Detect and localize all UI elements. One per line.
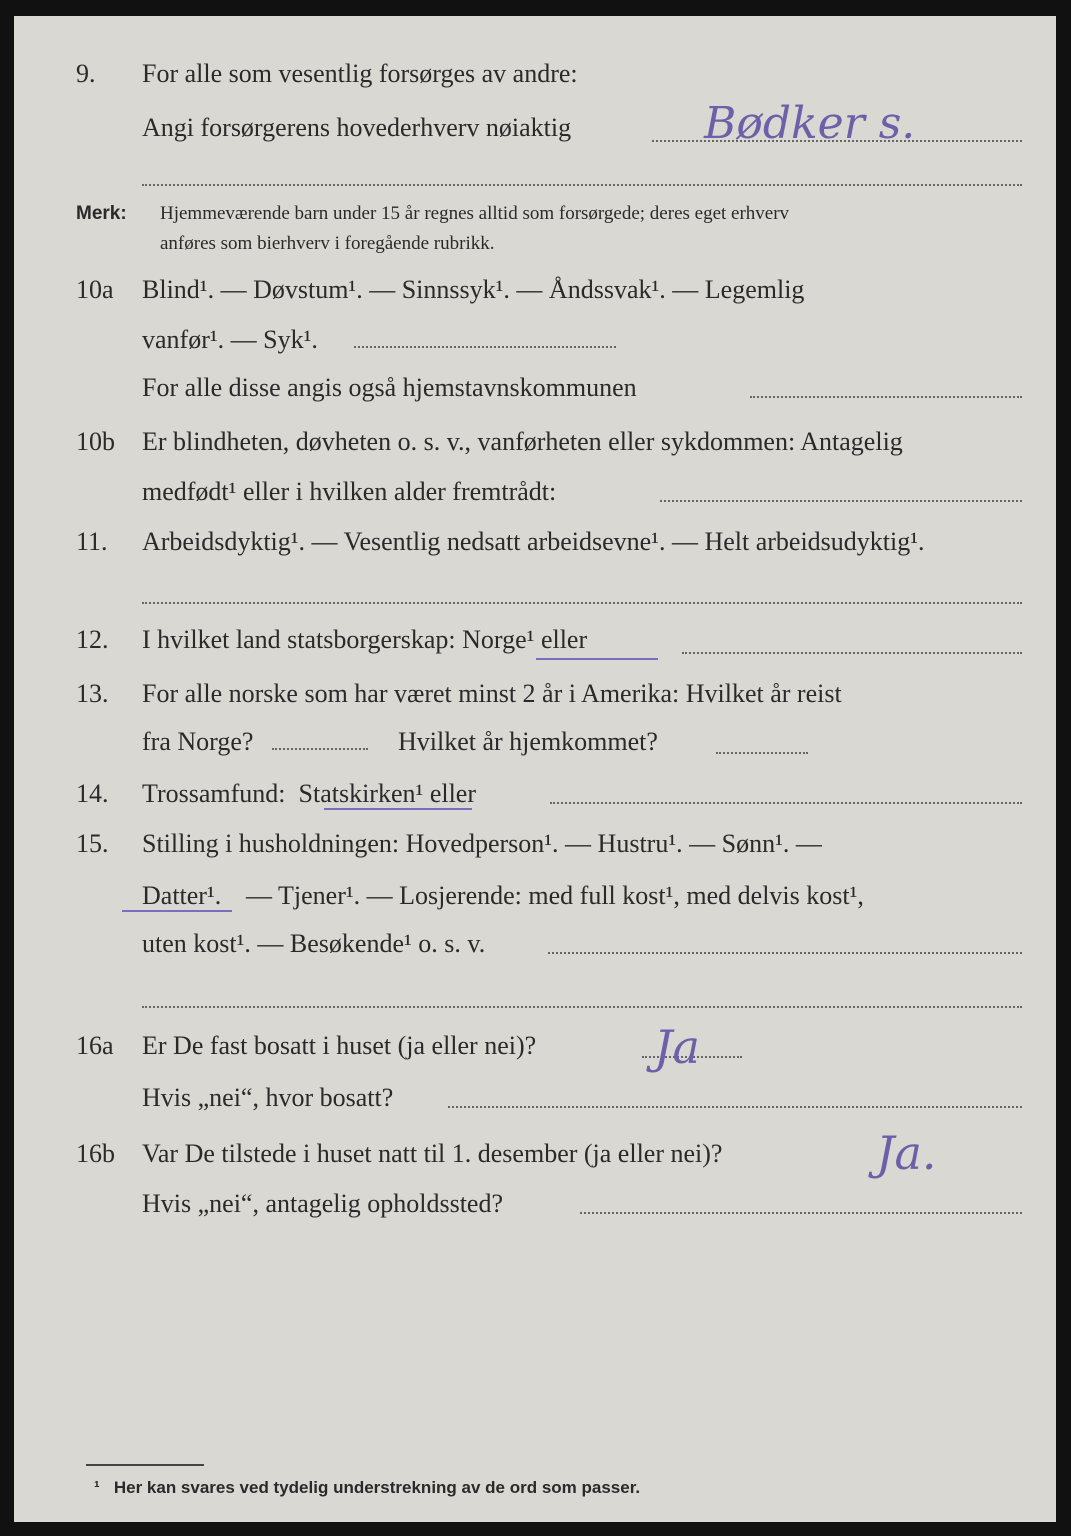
q15-option-datter: Datter¹. bbox=[142, 881, 222, 910]
footnote bbox=[94, 1478, 640, 1498]
q16a-number: 16a bbox=[76, 1031, 114, 1060]
q12-underline-norge bbox=[536, 658, 658, 660]
q10b-number: 10b bbox=[76, 427, 115, 456]
q12-number: 12. bbox=[76, 625, 109, 654]
q16b-opholdssted-line bbox=[580, 1212, 1022, 1214]
q15-extra-line bbox=[142, 1006, 1022, 1008]
q15-row3 bbox=[14, 924, 1056, 964]
q15-line2: — Tjener¹. — Losjerende: med full kost¹, med delvis kost¹, bbox=[246, 881, 864, 910]
q10a-row bbox=[14, 270, 1056, 310]
q12-prefix: I hvilket land statsborgerskap: bbox=[142, 625, 456, 654]
q9-text-line2: Angi forsørgerens hovederhverv nøiaktig bbox=[142, 113, 572, 142]
q13-line1: For alle norske som har været minst 2 år i Amerika: Hvilket år reist bbox=[142, 679, 842, 708]
q16a-bosatt-line bbox=[448, 1106, 1022, 1108]
q16b-row2 bbox=[14, 1184, 1056, 1224]
q9-text-line1: For alle som vesentlig forsørges av andre: bbox=[142, 59, 578, 88]
q14-suffix: eller bbox=[429, 779, 476, 808]
q14-number: 14. bbox=[76, 779, 109, 808]
q16b-line1: Var De tilstede i huset natt til 1. desember (ja eller nei)? bbox=[142, 1139, 723, 1168]
q16b-handwritten-answer: Ja. bbox=[876, 1126, 937, 1180]
q14-row bbox=[14, 774, 1056, 814]
q15-answer-line bbox=[548, 952, 1022, 954]
q12-option-norge: Norge¹ bbox=[462, 625, 535, 654]
q12-text bbox=[142, 620, 587, 660]
q11-row bbox=[14, 522, 1056, 562]
merk-note bbox=[76, 199, 1036, 254]
q10b-line2: medfødt¹ eller i hvilken alder fremtrådt: bbox=[142, 477, 557, 506]
q12-answer-line bbox=[682, 652, 1022, 654]
q14-answer-line bbox=[550, 802, 1022, 804]
q10a-hjemstavn-line bbox=[750, 396, 1022, 398]
footnote-mark: ¹ bbox=[94, 1478, 100, 1497]
q11-answer-line bbox=[142, 602, 1022, 604]
q16a-row2 bbox=[14, 1078, 1056, 1118]
q10a-syk-line bbox=[354, 346, 616, 348]
q12-suffix: eller bbox=[540, 625, 588, 654]
q13-line2a: fra Norge? bbox=[142, 727, 254, 756]
q13-reist-line bbox=[272, 748, 368, 750]
q10b-row bbox=[14, 422, 1056, 462]
q16a-row bbox=[14, 1026, 1056, 1066]
q13-line2b: Hvilket år hjemkommet? bbox=[398, 727, 658, 756]
merk-line1: Hjemmeværende barn under 15 år regnes alltid som forsørgede; deres eget erhverv bbox=[160, 203, 790, 224]
q15-line1: Stilling i husholdningen: Hovedperson¹. — Hustru¹. — Sønn¹. — bbox=[142, 829, 822, 858]
q10b-line1: Er blindheten, døvheten o. s. v., vanførheten eller sykdommen: Antagelig bbox=[142, 427, 903, 456]
q10a-line3: For alle disse angis også hjemstavnskommunen bbox=[142, 373, 637, 402]
footnote-text: Her kan svares ved tydelig understrekning av de ord som passer. bbox=[113, 1478, 641, 1497]
q15-row bbox=[14, 824, 1056, 864]
merk-line2: anføres som bierhverv i foregående rubrikk. bbox=[160, 233, 495, 254]
q13-row2 bbox=[14, 722, 1056, 762]
q15-number: 15. bbox=[76, 829, 109, 858]
footnote-rule bbox=[86, 1464, 204, 1466]
q9-extra-line bbox=[142, 184, 1022, 186]
q11-number: 11. bbox=[76, 527, 108, 556]
q13-number: 13. bbox=[76, 679, 109, 708]
q16a-line1: Er De fast bosatt i huset (ja eller nei)? bbox=[142, 1031, 537, 1060]
q14-option-statskirken: Statskirken¹ bbox=[298, 779, 424, 808]
q16a-handwritten-answer: Ja bbox=[654, 1020, 700, 1074]
q10b-answer-line bbox=[660, 500, 1022, 502]
q9-row bbox=[14, 54, 1056, 94]
q14-prefix: Trossamfund: bbox=[142, 779, 286, 808]
q9-number: 9. bbox=[76, 59, 96, 88]
q15-underline-datter bbox=[122, 910, 232, 912]
q10a-row3 bbox=[14, 368, 1056, 408]
q9-handwritten-answer: Bødker s. bbox=[704, 98, 916, 149]
q10a-line1: Blind¹. — Døvstum¹. — Sinnssyk¹. — Åndssvak¹. — Legemlig bbox=[142, 275, 805, 304]
q16b-line2: Hvis „nei“, antagelig opholdssted? bbox=[142, 1189, 504, 1218]
q10a-row2 bbox=[14, 320, 1056, 360]
q15-line3: uten kost¹. — Besøkende¹ o. s. v. bbox=[142, 929, 486, 958]
merk-label: Merk: bbox=[76, 203, 127, 224]
q10b-row2 bbox=[14, 472, 1056, 512]
q16b-number: 16b bbox=[76, 1139, 115, 1168]
q12-row bbox=[14, 620, 1056, 660]
q14-underline-statskirken bbox=[324, 808, 472, 810]
q10a-number: 10a bbox=[76, 275, 114, 304]
q11-line1: Arbeidsdyktig¹. — Vesentlig nedsatt arbeidsevne¹. — Helt arbeidsudyktig¹. bbox=[142, 527, 925, 556]
q16a-line2: Hvis „nei“, hvor bosatt? bbox=[142, 1083, 394, 1112]
q13-hjemkommet-line bbox=[716, 752, 808, 754]
q10a-line2: vanfør¹. — Syk¹. bbox=[142, 325, 318, 354]
census-form-page bbox=[14, 16, 1056, 1522]
q13-row bbox=[14, 674, 1056, 714]
